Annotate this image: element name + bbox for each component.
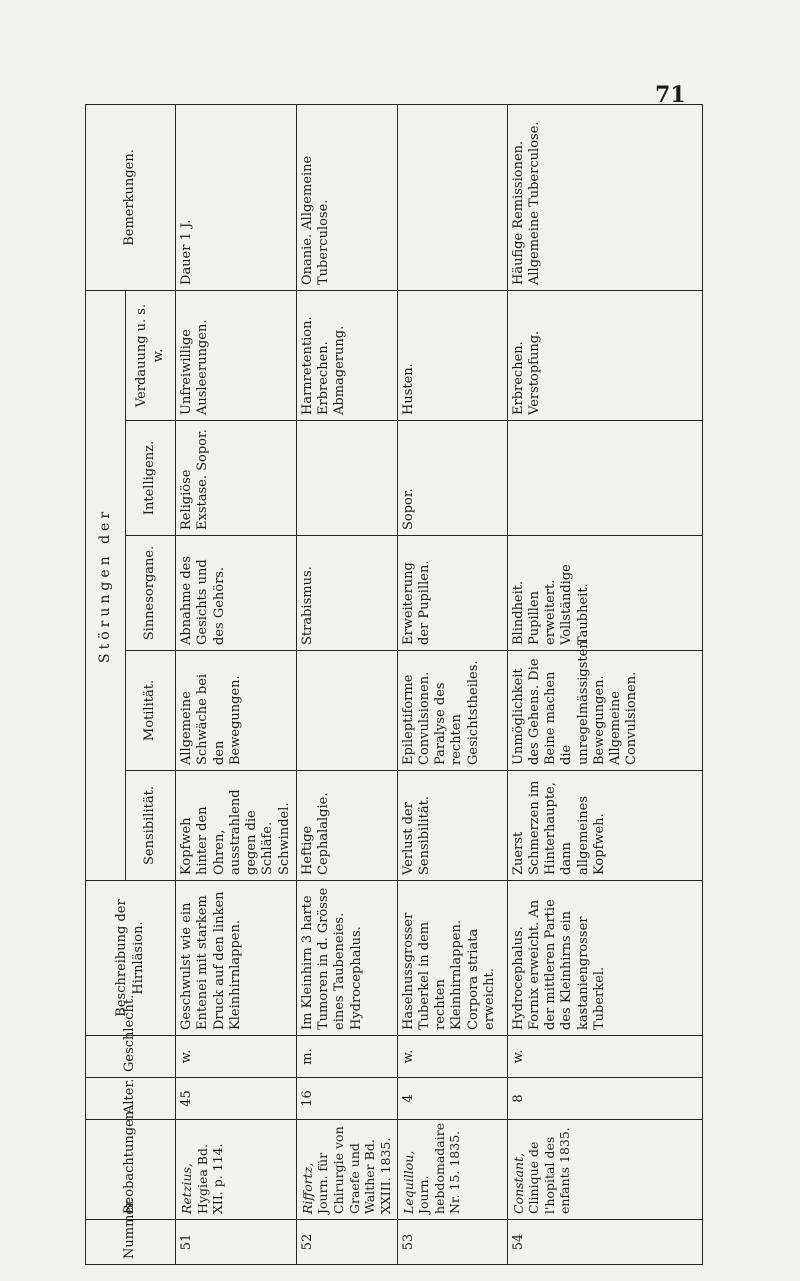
- cell-bemerkungen: [397, 104, 507, 290]
- cell-verdauung: Erbrechen. Verstopfung.: [507, 290, 702, 420]
- cell-beobachtung: [507, 1120, 702, 1220]
- cell-sinnesorgane: Strabismus.: [296, 536, 397, 651]
- cell-intelligenz: [507, 421, 702, 536]
- cell-intelligenz: Religiöse Exstase. Sopor.: [176, 421, 297, 536]
- table-row: [397, 104, 507, 1264]
- cell-reference: Journ. hebdomadaire Nr. 15. 1835.: [416, 1122, 463, 1214]
- cell-sinnesorgane: Abnahme des Gesichts und des Gehörs.: [176, 536, 297, 651]
- cell-nummer: 51: [176, 1220, 297, 1265]
- cell-intelligenz: Sopor.: [397, 421, 507, 536]
- cell-geschlecht: w.: [397, 1036, 507, 1078]
- cell-author: Lequillou,: [400, 1150, 416, 1214]
- cell-alter: 4: [397, 1078, 507, 1120]
- cell-nummer: 53: [397, 1220, 507, 1265]
- header-bemerkungen: Bemerkungen.: [86, 104, 176, 290]
- cell-beschreibung: Haselnussgrosser Tuberkel in dem rechten Kleinhirnlappen. Corpora striata erweicht.: [397, 881, 507, 1036]
- cell-nummer: 54: [507, 1220, 702, 1265]
- cell-reference: Journ. für Chirurgie von Graefe und Walther Bd. XXIII. 1835.: [315, 1126, 393, 1214]
- cell-motilitaet: Unmöglichkeit des Gehens. Die Beine machen die unregelmässigsten Bewegungen. Allgemeine Convulsionen.: [507, 651, 702, 771]
- cell-motilitaet: [296, 651, 397, 771]
- cell-reference: Clinique de l'hopital des enfants 1835.: [526, 1127, 573, 1214]
- cell-verdauung: Harnretention. Erbrechen. Abmagerung.: [296, 290, 397, 420]
- cell-sensibilitaet: Verlust der Sensibilität.: [397, 771, 507, 881]
- cell-motilitaet: Allgemeine Schwäche bei den Bewegungen.: [176, 651, 297, 771]
- header-alter: Alter.: [86, 1078, 176, 1120]
- cell-verdauung: Husten.: [397, 290, 507, 420]
- header-stoerungen-group: Störungen der: [86, 290, 126, 880]
- case-table: [85, 104, 703, 1265]
- cell-sensibilitaet: Zuerst Schmerzen im Hinterhaupte, dann allgemeines Kopfweh.: [507, 771, 702, 881]
- header-nummer: Nummer.: [86, 1220, 176, 1265]
- cell-bemerkungen: Häufige Remissionen. Allgemeine Tuberculose.: [507, 104, 702, 290]
- cell-motilitaet: Epileptiforme Convulsionen. Paralyse des rechten Gesichtstheiles.: [397, 651, 507, 771]
- cell-sinnesorgane: Blindheit. Pupillen erweitert. Vollständige Taubheit.: [507, 536, 702, 651]
- header-sinnesorgane: Sinnesorgane.: [126, 536, 176, 651]
- header-row-top: [86, 104, 126, 1264]
- cell-beschreibung: Geschwulst wie ein Entenei mit starkem Druck auf den linken Kleinhirnlappen.: [176, 881, 297, 1036]
- header-intelligenz: Intelligenz.: [126, 421, 176, 536]
- cell-nummer: 52: [296, 1220, 397, 1265]
- cell-geschlecht: m.: [296, 1036, 397, 1078]
- cell-sensibilitaet: Heftige Cephalalgie.: [296, 771, 397, 881]
- table-row: [176, 104, 297, 1264]
- cell-sensibilitaet: Kopfweh hinter den Ohren, ausstrahlend gegen die Schläfe. Schwindel.: [176, 771, 297, 881]
- header-sensibilitaet: Sensibilität.: [126, 771, 176, 881]
- cell-verdauung: Unfreiwillige Ausleerungen.: [176, 290, 297, 420]
- rotated-table-wrapper: [85, 105, 675, 1265]
- table-row: [507, 104, 702, 1264]
- cell-geschlecht: w.: [507, 1036, 702, 1078]
- header-verdauung: Verdauung u. s. w.: [126, 290, 176, 420]
- table-row: [296, 104, 397, 1264]
- cell-alter: 45: [176, 1078, 297, 1120]
- cell-bemerkungen: Dauer 1 J.: [176, 104, 297, 290]
- cell-intelligenz: [296, 421, 397, 536]
- cell-geschlecht: w.: [176, 1036, 297, 1078]
- cell-bemerkungen: Onanie. Allgemeine Tuberculose.: [296, 104, 397, 290]
- cell-author: Retzius,: [179, 1163, 194, 1214]
- header-geschlecht: Geschlecht.: [86, 1036, 176, 1078]
- cell-beobachtung: [176, 1120, 297, 1220]
- cell-sinnesorgane: Erweiterung der Pupillen.: [397, 536, 507, 651]
- header-beschreibung: Beschreibung der Hirnläsion.: [86, 881, 176, 1036]
- header-motilitaet: Motilität.: [126, 651, 176, 771]
- cell-beobachtung: [397, 1120, 507, 1220]
- cell-alter: 8: [507, 1078, 702, 1120]
- cell-reference: Hygiea Bd. XII. p. 114.: [194, 1143, 226, 1214]
- cell-beobachtung: [296, 1120, 397, 1220]
- cell-alter: 16: [296, 1078, 397, 1120]
- cell-author: Constant,: [510, 1152, 526, 1214]
- page-number: 71: [655, 82, 686, 108]
- cell-beschreibung: Im Kleinhirn 3 harte Tumoren in d. Grösse eines Taubeneies. Hydrocephalus.: [296, 881, 397, 1036]
- header-beobachtungen: Beobachtungen.: [86, 1120, 176, 1220]
- cell-beschreibung: Hydrocephalus. Fornix erweicht. An der mittleren Partie des Kleinhirns ein kastaniengrosser Tuberkel.: [507, 881, 702, 1036]
- cell-author: Riffortz,: [299, 1162, 315, 1214]
